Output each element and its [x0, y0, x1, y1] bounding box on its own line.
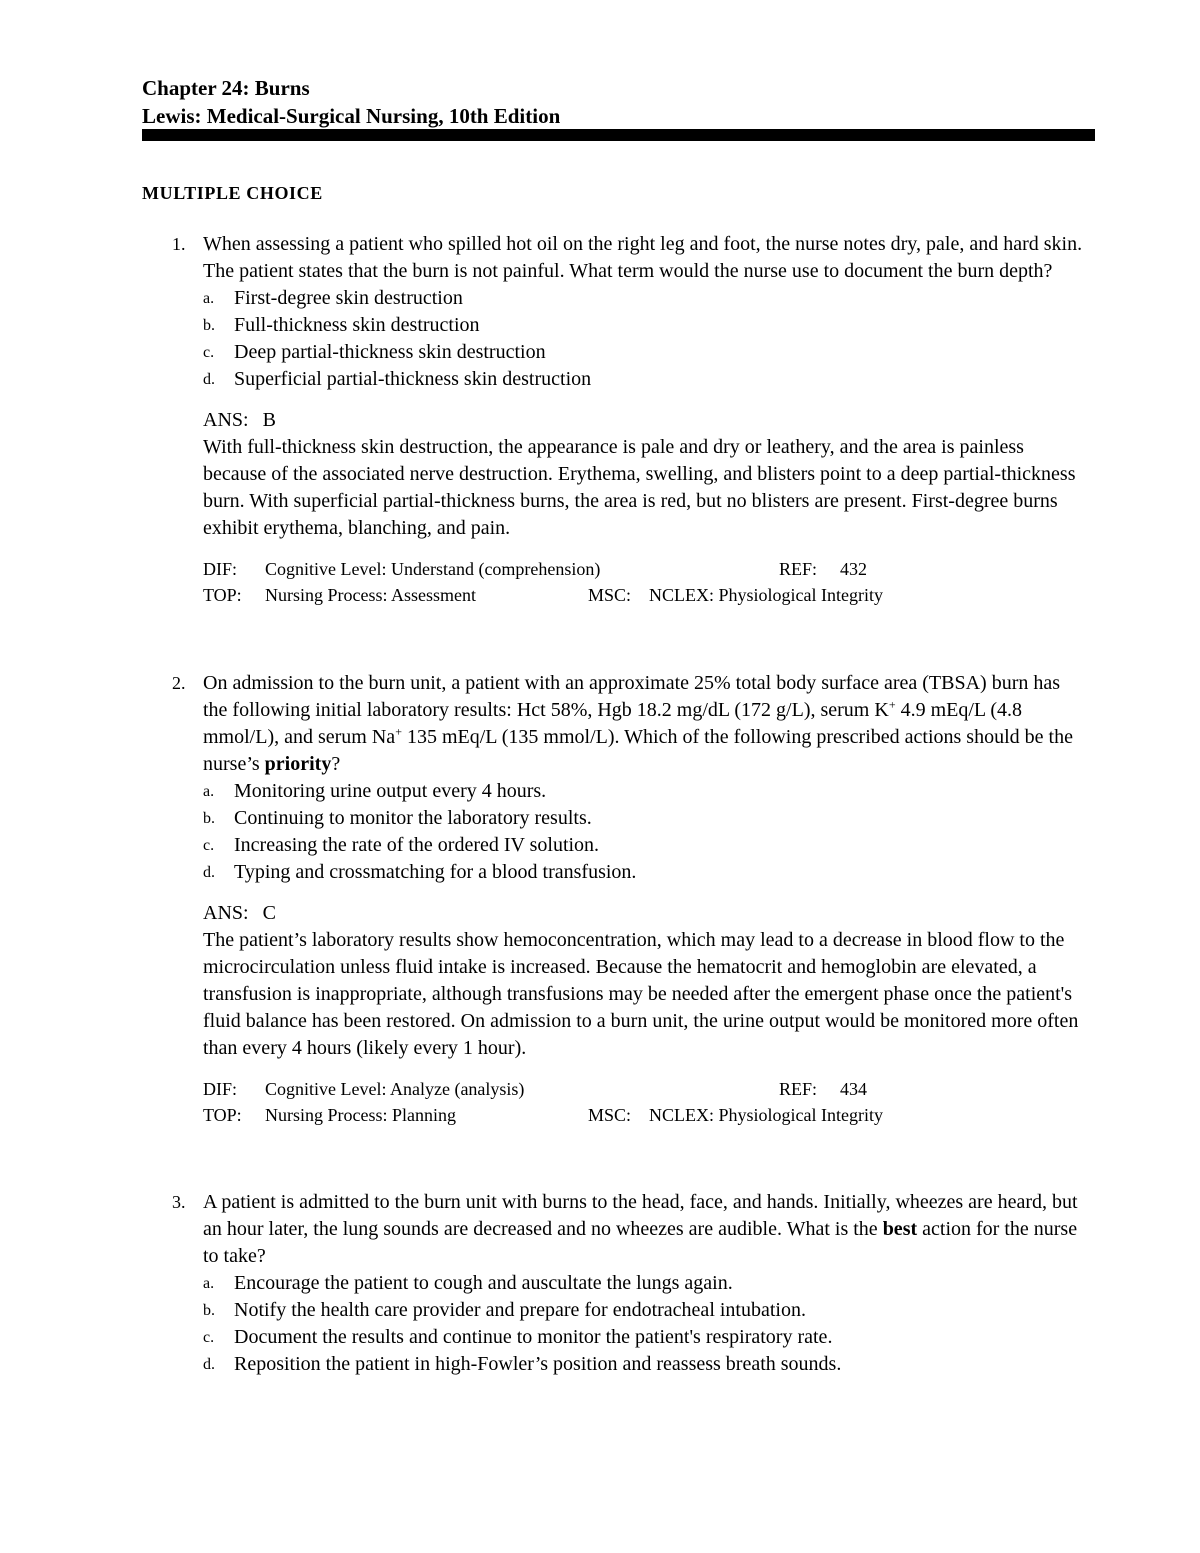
option-text: Continuing to monitor the laboratory results. — [234, 807, 592, 829]
answer-value: C — [262, 902, 276, 924]
stem-emphasis: best — [882, 1218, 918, 1240]
option-text: Full-thickness skin destruction — [234, 314, 480, 336]
option-d — [203, 859, 1087, 886]
option-text: Notify the health care provider and prepare for endotracheal intubation. — [234, 1299, 806, 1321]
ref-value: 432 — [840, 559, 867, 579]
question-metadata — [203, 556, 1087, 608]
option-text: Reposition the patient in high-Fowler’s position and reassess breath sounds. — [234, 1353, 842, 1375]
option-letter: b. — [203, 317, 215, 334]
answer-options — [203, 285, 1087, 393]
stem-text: On admission to the burn unit, a patient with an approximate 25% total body surface area (TBSA) burn has the following initial laboratory results: Hct 58%, Hgb 18.2 mg/dL (172 g/L), serum K — [203, 672, 1061, 721]
dif-value: Cognitive Level: Understand (comprehension) — [265, 559, 601, 579]
option-text: First-degree skin destruction — [234, 287, 463, 309]
answer-line — [203, 900, 1087, 927]
option-d — [203, 366, 1087, 393]
option-text: Encourage the patient to cough and auscultate the lungs again. — [234, 1272, 733, 1294]
question-stem — [203, 1189, 1087, 1270]
chapter-title: Chapter 24: Burns — [142, 76, 310, 100]
option-b — [203, 805, 1087, 832]
ref-label: REF: — [779, 559, 818, 579]
option-a — [203, 778, 1087, 805]
top-label: TOP: — [203, 585, 242, 605]
question-metadata — [203, 1076, 1087, 1128]
meta-row-dif — [203, 556, 1087, 582]
question-number: 3. — [172, 1192, 186, 1212]
option-d — [203, 1351, 1087, 1378]
answer-value: B — [262, 409, 276, 431]
msc-label: MSC: — [588, 585, 632, 605]
answer-options — [203, 778, 1087, 886]
option-text: Monitoring urine output every 4 hours. — [234, 780, 547, 802]
rationale: The patient’s laboratory results show hemoconcentration, which may lead to a decrease in blood flow to the microcirculation unless fluid intake is increased. Because the hematocrit and hemoglobin are elevated, a transfusion is inappropriate, although transfusions may be needed after the emergent phase once the patient's fluid balance has been restored. On admission to a burn unit, the urine output would be monitored more often than every 4 hours (likely every 1 hour). — [203, 929, 1079, 1059]
superscript-plus: + — [395, 724, 402, 739]
meta-row-top — [203, 1102, 1087, 1128]
option-b — [203, 312, 1087, 339]
option-letter: b. — [203, 810, 215, 827]
answer-label: ANS: — [203, 409, 249, 431]
option-letter: a. — [203, 290, 215, 307]
stem-emphasis: priority — [264, 753, 332, 775]
stem-text: 135 mEq/L (135 mmol/L). Which of the following prescribed actions should be the nurse’s — [203, 726, 1073, 775]
top-value: Nursing Process: Assessment — [265, 585, 476, 605]
option-text: Typing and crossmatching for a blood transfusion. — [234, 861, 637, 883]
option-letter: a. — [203, 1275, 215, 1292]
msc-value: NCLEX: Physiological Integrity — [649, 585, 883, 605]
question-number: 1. — [172, 234, 186, 254]
answer-block — [203, 900, 1087, 1062]
book-title: Lewis: Medical-Surgical Nursing, 10th Edition — [142, 104, 561, 128]
option-text: Deep partial-thickness skin destruction — [234, 341, 546, 363]
header-rule — [142, 129, 1095, 141]
question-stem: When assessing a patient who spilled hot oil on the right leg and foot, the nurse notes dry, pale, and hard skin. The patient states that the burn is not painful. What term would the nurse use to document the burn depth? — [203, 233, 1083, 282]
meta-row-dif — [203, 1076, 1087, 1102]
meta-row-top — [203, 582, 1087, 608]
option-letter: c. — [203, 837, 215, 854]
option-text: Superficial partial-thickness skin destruction — [234, 368, 592, 390]
superscript-plus: + — [888, 697, 896, 712]
option-c — [203, 339, 1087, 366]
option-letter: a. — [203, 783, 215, 800]
option-text: Increasing the rate of the ordered IV solution. — [234, 834, 600, 856]
msc-label: MSC: — [588, 1105, 632, 1125]
question-stem — [203, 670, 1087, 778]
ref-value: 434 — [840, 1079, 867, 1099]
option-a — [203, 1270, 1087, 1297]
option-c — [203, 1324, 1087, 1351]
option-letter: c. — [203, 344, 215, 361]
dif-label: DIF: — [203, 559, 238, 579]
dif-label: DIF: — [203, 1079, 238, 1099]
option-a — [203, 285, 1087, 312]
option-letter: d. — [203, 371, 215, 388]
stem-text: ? — [331, 753, 341, 775]
stem-text: A patient is admitted to the burn unit with burns to the head, face, and hands. Initially, wheezes are heard, but an hour later, the lung sounds are decreased and no wheezes are audible. What is the — [203, 1191, 1078, 1240]
top-value: Nursing Process: Planning — [265, 1105, 456, 1125]
answer-options — [203, 1270, 1087, 1378]
section-heading: MULTIPLE CHOICE — [142, 183, 323, 203]
question-2 — [142, 670, 1087, 1128]
dif-value: Cognitive Level: Analyze (analysis) — [265, 1079, 525, 1099]
question-number: 2. — [172, 673, 186, 693]
stem-text: 4.9 mEq/L (4.8 mmol/L), and serum Na — [203, 699, 1023, 748]
ref-label: REF: — [779, 1079, 818, 1099]
stem-text: action for the nurse to take? — [203, 1218, 1078, 1267]
question-1 — [142, 231, 1087, 608]
option-letter: d. — [203, 864, 215, 881]
rationale: With full-thickness skin destruction, the appearance is pale and dry or leathery, and the area is painless because of the associated nerve destruction. Erythema, swelling, and blisters point to a deep partial-thickness burn. With superficial partial-thickness burns, the area is red, but no blisters are present. First-degree burns exhibit erythema, blanching, and pain. — [203, 436, 1076, 539]
answer-block — [203, 407, 1087, 542]
msc-value: NCLEX: Physiological Integrity — [649, 1105, 883, 1125]
question-3 — [142, 1189, 1087, 1378]
option-c — [203, 832, 1087, 859]
option-letter: d. — [203, 1356, 215, 1373]
option-letter: c. — [203, 1329, 215, 1346]
option-letter: b. — [203, 1302, 215, 1319]
answer-label: ANS: — [203, 902, 249, 924]
answer-line — [203, 407, 1087, 434]
option-text: Document the results and continue to monitor the patient's respiratory rate. — [234, 1326, 833, 1348]
option-b — [203, 1297, 1087, 1324]
top-label: TOP: — [203, 1105, 242, 1125]
